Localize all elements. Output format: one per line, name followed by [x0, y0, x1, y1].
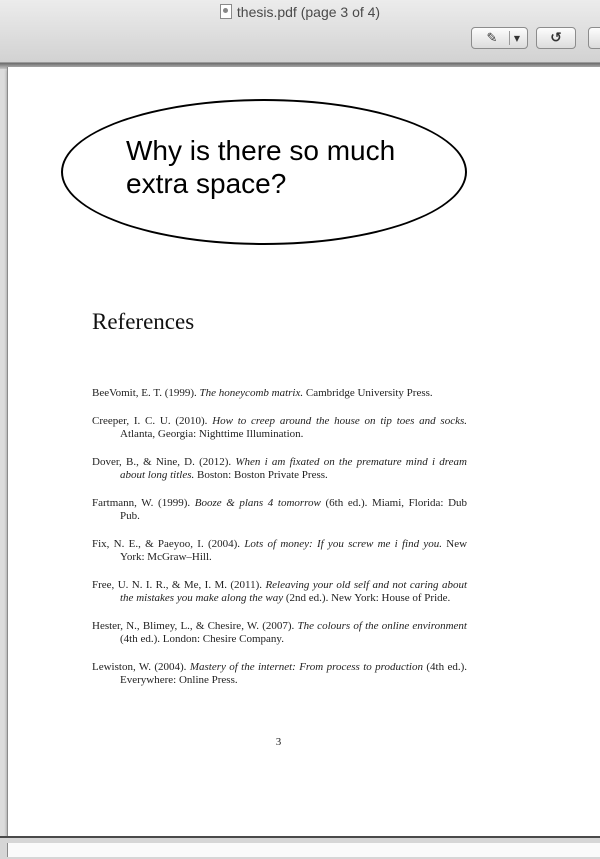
rotate-icon[interactable]: ↺	[550, 30, 562, 46]
reference-authors: Fartmann, W. (1999).	[92, 496, 191, 509]
reference-title: Lots of money: If you screw me i find you.	[244, 537, 442, 550]
annotate-button[interactable]	[471, 27, 528, 49]
pen-icon[interactable]: ✎	[486, 30, 498, 46]
reference-publisher: Atlanta, Georgia: Nighttime Illumination.	[120, 428, 304, 440]
reference-publisher: (4th ed.). Everywhere: Online Press.	[120, 660, 468, 686]
button-divider	[509, 31, 510, 45]
page-number: 3	[275, 736, 282, 748]
rotate-button[interactable]	[536, 27, 576, 49]
reference-authors: BeeVomit, E. T. (1999).	[92, 387, 197, 399]
next-page-edge	[7, 843, 600, 857]
reference-publisher: (4th ed.). London: Chesire Company.	[120, 633, 284, 645]
partial-toolbar-button[interactable]	[588, 27, 600, 49]
reference-item	[92, 415, 467, 442]
reference-authors: Fix, N. E., & Paeyoo, I. (2004).	[92, 537, 241, 550]
pdf-document-icon	[220, 4, 232, 19]
reference-authors: Dover, B., & Nine, D. (2012).	[92, 455, 232, 468]
reference-item	[92, 661, 467, 688]
reference-title: Booze & plans 4 tomorrow	[194, 496, 321, 509]
reference-authors: Creeper, I. C. U. (2010).	[92, 414, 208, 427]
reference-item	[92, 538, 467, 565]
window-title	[0, 4, 600, 20]
reference-item	[92, 579, 467, 606]
reference-item	[92, 456, 467, 483]
reference-authors: Free, U. N. I. R., & Me, I. M. (2011).	[92, 578, 263, 591]
reference-title: Releaving your old self and not caring about the mistakes you make along the way	[120, 578, 468, 604]
reference-publisher: New York: McGraw–Hill.	[120, 537, 468, 563]
reference-title: When i am fixated on the premature mind i dream about long titles.	[120, 455, 467, 481]
reference-title: The colours of the online environment	[297, 619, 467, 632]
reference-item	[92, 497, 467, 524]
reference-publisher: Boston: Boston Private Press.	[197, 469, 328, 481]
reference-publisher: (6th ed.). Miami, Florida: Dub Pub.	[120, 496, 468, 522]
reference-title: Mastery of the internet: From process to production	[189, 660, 423, 673]
reference-item	[92, 387, 467, 401]
reference-authors: Hester, N., Blimey, L., & Chesire, W. (2007).	[92, 619, 295, 632]
reference-publisher: (2nd ed.). New York: House of Pride.	[285, 592, 451, 604]
reference-authors: Lewiston, W. (2004).	[92, 660, 187, 673]
reference-title: How to creep around the house on tip toes and socks.	[212, 414, 467, 427]
reference-list	[92, 387, 467, 702]
reference-title: The honeycomb matrix.	[199, 387, 304, 399]
chevron-down-icon[interactable]: ▼	[513, 33, 521, 43]
annotation-text: Why is there so much extra space?	[126, 135, 396, 199]
references-heading: References	[92, 309, 195, 334]
title-bar	[0, 0, 600, 63]
window-title-text: thesis.pdf (page 3 of 4)	[236, 4, 381, 20]
reference-item	[92, 620, 467, 647]
reference-publisher: Cambridge University Press.	[305, 387, 433, 399]
